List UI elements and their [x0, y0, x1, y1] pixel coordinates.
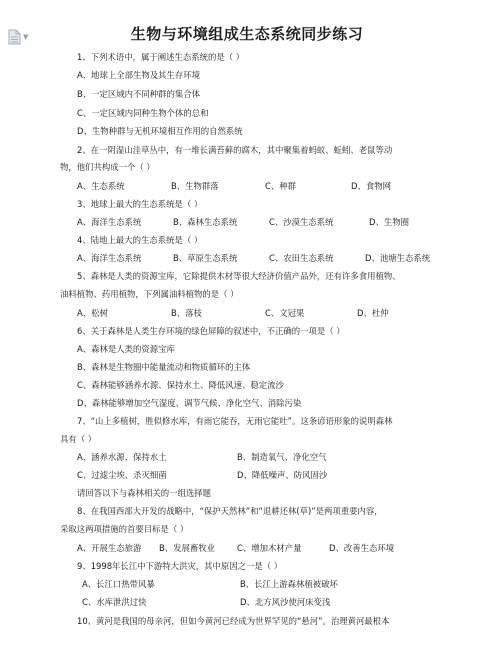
question-8-cont: 采取这两项措施的首要目标是（ ）: [60, 524, 189, 534]
question-7: 7、“山上多植树，胜似修水库，有雨它能吞，无雨它能吐”。这条谚语形象的说明森林: [77, 416, 393, 426]
question-7-cont: 具有（ ）: [60, 434, 97, 444]
page-title: 生物与环境组成生态系统同步练习: [130, 25, 364, 43]
question-3: 3、地球上最大的生态系统是（ ）: [77, 199, 203, 209]
option-8b: B、发展畜牧业: [159, 543, 215, 553]
option-4b: B、草原生态系统: [173, 253, 238, 263]
option-8a: A、开展生态旅游: [77, 543, 142, 553]
option-3d: D、生物圈: [369, 217, 409, 227]
option-5a: A、松树: [77, 308, 108, 318]
option-2d: D、食物网: [351, 181, 391, 191]
options-9-row2: [82, 597, 330, 608]
question-8: 8、在我国西部大开发的战略中，“保护天然林”和“退耕还林(草)”是两项重要内容，: [77, 506, 383, 516]
options-8: [77, 543, 394, 554]
question-5: 5、森林是人类的资源宝库，它除提供木材等很大经济价值产品外，还有许多食用植物、: [77, 271, 401, 281]
option-7c: C、过滤尘埃、杀灭细菌: [77, 470, 167, 480]
option-4a: A、海洋生态系统: [77, 253, 142, 263]
option-8d: D、改善生态环境: [329, 543, 395, 553]
option-1b: B、一定区域内不同种群的集合体: [77, 89, 200, 99]
option-8c: C、增加木材产量: [237, 543, 302, 553]
option-5c: C、文冠果: [265, 308, 305, 318]
options-4: [77, 253, 430, 264]
option-7b: B、制造氧气、净化空气: [237, 452, 327, 462]
options-3: [77, 217, 409, 228]
option-5d: D、杜仲: [357, 308, 389, 318]
option-9d: D、北方风沙使河床变浅: [240, 597, 331, 607]
question-1: 1、下列术语中，属于阐述生态系统的是（ ）: [77, 52, 245, 62]
options-7-row2: [77, 470, 327, 481]
question-9: 9、1998年长江中下游特大洪灾，其中原因之一是（ ）: [77, 561, 283, 571]
option-9c: C、水库泄洪过快: [82, 597, 147, 607]
section-note: 请回答以下与森林相关的一组选择题: [77, 488, 211, 498]
option-6c: C、森林能够涵养水源、保持水土、降低风速、稳定流沙: [77, 380, 284, 390]
option-5b: B、落枝: [171, 308, 202, 318]
question-2-cont: 物，他们共构成一个（ ）: [60, 162, 155, 172]
option-7a: A、涵养水源、保持水土: [77, 452, 167, 462]
question-6: 6、关于森林是人类生存环境的绿色屏障的叙述中，不正确的一项是（ ）: [77, 326, 345, 336]
option-9b: B、长江上游森林植被破坏: [240, 579, 338, 589]
option-1a: A、地球上全部生物及其生存环境: [77, 70, 200, 80]
options-7-row1: [77, 452, 327, 463]
options-5: [77, 308, 389, 319]
question-4: 4、陆地上最大的生态系统是（ ）: [77, 235, 203, 245]
option-3b: B、森林生态系统: [173, 217, 238, 227]
options-2: [77, 181, 391, 192]
question-10: 10、黄河是我国的母亲河，但如今黄河已经成为世界罕见的“悬河”。治理黄河最根本: [77, 616, 390, 626]
option-4d: D、池塘生态系统: [365, 253, 431, 263]
question-5-cont: 油料植物、药用植物，下列属油料植物的是（ ）: [60, 289, 239, 299]
option-7d: D、降低噪声、防风固沙: [237, 470, 328, 480]
options-9-row1: [82, 579, 338, 590]
option-3c: C、沙漠生态系统: [269, 217, 334, 227]
option-4c: C、农田生态系统: [269, 253, 334, 263]
question-2: 2、在一阴湿山洼草丛中，有一堆长满苔藓的腐木，其中聚集着蚂蚁、蚯蚓、老鼠等动: [77, 145, 393, 155]
option-9a: A、长江口热带风暴: [82, 579, 155, 589]
option-1c: C、一定区域内同种生物个体的总和: [77, 108, 209, 118]
option-2b: B、生物群落: [171, 181, 219, 191]
option-6a: A、森林是人类的资源宝库: [77, 344, 175, 354]
option-6b: B、森林是生物圈中能量流动和物质循环的主体: [77, 362, 251, 372]
option-6d: D、森林能够增加空气湿度、调节气候、净化空气、消除污染: [77, 398, 302, 408]
option-2a: A、生态系统: [77, 181, 125, 191]
option-2c: C、种群: [265, 181, 296, 191]
chevron-down-icon: ▼: [23, 33, 29, 41]
option-3a: A、海洋生态系统: [77, 217, 142, 227]
option-1d: D、生物种群与无机环境相互作用的自然系统: [77, 126, 243, 136]
